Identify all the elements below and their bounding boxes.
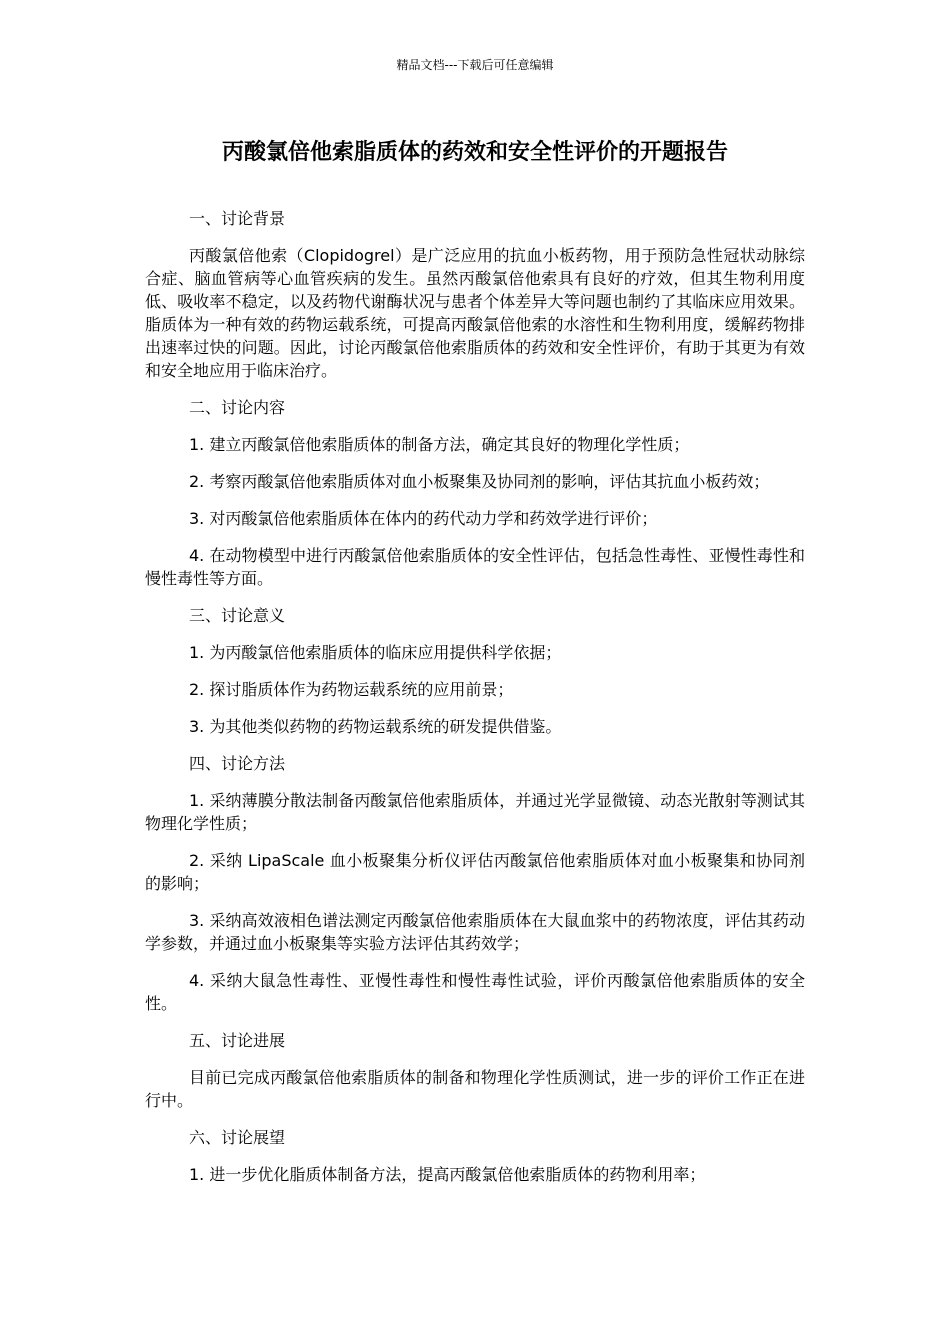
significance-item-2: 2. 探讨脂质体作为药物运载系统的应用前景； xyxy=(189,680,514,699)
content-item-2: 2. 考察丙酸氯倍他索脂质体对血小板聚集及协同剂的影响，评估其抗血小板药效； xyxy=(189,472,770,491)
methods-item-1: 1. 采纳薄膜分散法制备丙酸氯倍他索脂质体，并通过光学显微镜、动态光散射等测试其物理化学性质； xyxy=(145,791,805,833)
background-paragraph: 丙酸氯倍他索（Clopidogrel）是广泛应用的抗血小板药物，用于预防急性冠状动脉综合症、脑血管病等心血管疾病的发生。虽然丙酸氯倍他索具有良好的疗效，但其生物利用度低、吸收率不稳定，以及药物代谢酶状况与患者个体差异大等问题也制约了其临床应用效果。脂质体为一种有效的药物运载系统，可提高丙酸氯倍他索的水溶性和生物利用度，缓解药物排出速率过快的问题。因此，讨论丙酸氯倍他索脂质体的药效和安全性评价，有助于其更为有效和安全地应用于临床治疗。 xyxy=(145,246,805,380)
methods-item-4: 4. 采纳大鼠急性毒性、亚慢性毒性和慢性毒性试验，评价丙酸氯倍他索脂质体的安全性。 xyxy=(145,971,805,1013)
section-heading-outlook: 六、讨论展望 xyxy=(189,1128,286,1147)
significance-item-1: 1. 为丙酸氯倍他索脂质体的临床应用提供科学依据； xyxy=(189,643,562,662)
section-heading-significance: 三、讨论意义 xyxy=(189,606,286,625)
significance-item-3: 3. 为其他类似药物的药物运载系统的研发提供借鉴。 xyxy=(189,717,562,736)
outlook-item-1: 1. 进一步优化脂质体制备方法，提高丙酸氯倍他索脂质体的药物利用率； xyxy=(189,1165,706,1184)
section-heading-content: 二、讨论内容 xyxy=(189,398,286,417)
content-item-1: 1. 建立丙酸氯倍他索脂质体的制备方法，确定其良好的物理化学性质； xyxy=(189,435,690,454)
methods-item-2: 2. 采纳 LipaScale 血小板聚集分析仪评估丙酸氯倍他索脂质体对血小板聚集和协同剂的影响； xyxy=(145,851,805,893)
content-item-3: 3. 对丙酸氯倍他索脂质体在体内的药代动力学和药效学进行评价； xyxy=(189,509,658,528)
header-note: 精品文档---下载后可任意编辑 xyxy=(396,58,554,72)
section-heading-progress: 五、讨论进展 xyxy=(189,1031,286,1050)
section-heading-background: 一、讨论背景 xyxy=(189,209,286,228)
document-title: 丙酸氯倍他索脂质体的药效和安全性评价的开题报告 xyxy=(221,140,728,165)
document-body xyxy=(145,207,805,1200)
content-item-4: 4. 在动物模型中进行丙酸氯倍他索脂质体的安全性评估，包括急性毒性、亚慢性毒性和慢性毒性等方面。 xyxy=(145,546,805,588)
methods-item-3: 3. 采纳高效液相色谱法测定丙酸氯倍他索脂质体在大鼠血浆中的药物浓度，评估其药动学参数，并通过血小板聚集等实验方法评估其药效学； xyxy=(145,911,805,953)
section-heading-methods: 四、讨论方法 xyxy=(189,754,286,773)
progress-paragraph: 目前已完成丙酸氯倍他索脂质体的制备和物理化学性质测试，进一步的评价工作正在进行中。 xyxy=(145,1068,805,1110)
